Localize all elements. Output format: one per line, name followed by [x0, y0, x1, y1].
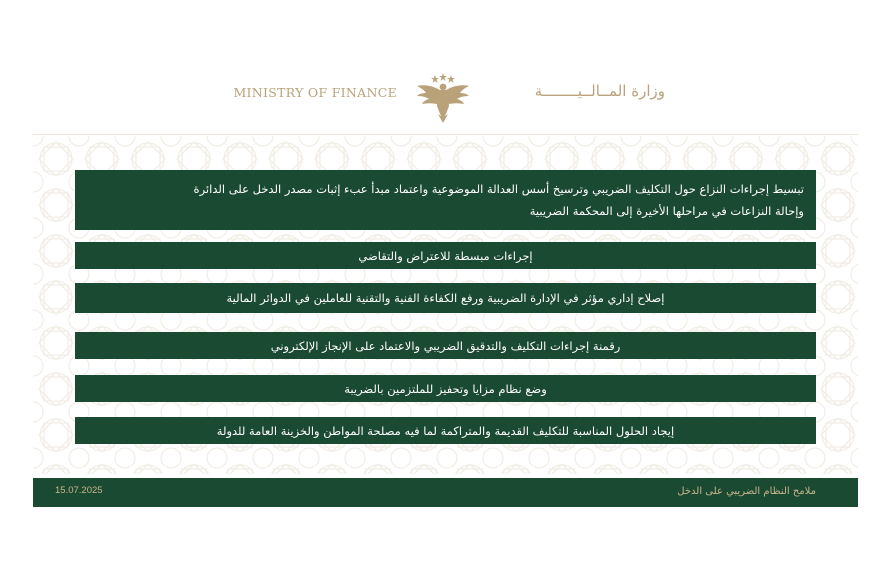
- footer-date: 15.07.2025: [55, 485, 103, 496]
- ministry-name-arabic: وزارة المــالــيــــــــة: [534, 82, 665, 100]
- header-divider: [33, 134, 858, 135]
- list-item-text: وضع نظام مزايا وتحفيز للملتزمين بالضريبة: [344, 381, 547, 396]
- list-item-text: إيجاد الحلول المناسبة للتكليف القديمة والمتراكمة لما فيه مصلحة المواطن والخزينة العامة للدولة: [216, 423, 675, 438]
- list-item: [75, 170, 816, 230]
- list-item-text: إجراءات مبسطة للاعتراض والتقاضي: [358, 248, 533, 263]
- list-item: [75, 417, 816, 444]
- footer-title: ملامح النظام الضريبي على الدخل: [677, 486, 816, 497]
- list-item-text: وإحالة النزاعات في مراحلها الأخيرة إلى المحكمة الضريبية: [529, 204, 804, 218]
- eagle-emblem-icon: [411, 72, 475, 124]
- list-item-text: إصلاح إداري مؤثر في الإدارة الضريبية ورفع الكفاءة الفنية والتقنية للعاملين في الدوائر المالية: [226, 291, 665, 305]
- ministry-name-english: MINISTRY OF FINANCE: [233, 85, 397, 100]
- list-item-text: رقمنة إجراءات التكليف والتدقيق الضريبي والاعتماد على الإنجاز الإلكتروني: [270, 338, 621, 353]
- list-item: [75, 375, 816, 402]
- slide: [33, 70, 858, 507]
- list-item: [75, 283, 816, 313]
- header: [33, 70, 858, 132]
- list-item: [75, 332, 816, 359]
- list-item-text: تبسيط إجراءات النزاع حول التكليف الضريبي وترسيخ أسس العدالة الموضوعية واعتماد مبدأ عبء إثبات مصدر الدخل على الدائرة: [193, 182, 804, 196]
- list-item: [75, 242, 816, 269]
- footer-bar: [33, 478, 858, 507]
